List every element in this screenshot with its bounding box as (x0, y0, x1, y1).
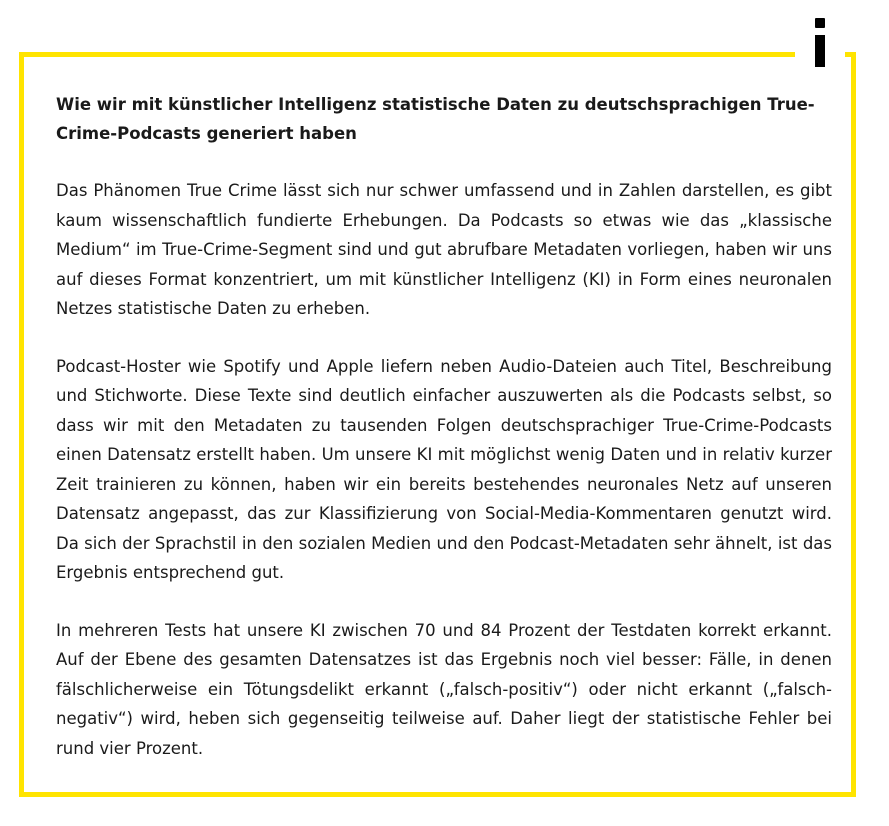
paragraph-method: Podcast-Hoster wie Spotify und Apple liefern neben Audio-Dateien auch Titel, Beschreibung und Stichworte. Diese Texte sind deutlich einfacher auszuwerten als die Podcasts selbst, so dass wir mit den Metadaten zu tausenden Folgen deutschsprachiger True-Crime-Podcasts einen Datensatz erstellt haben. Um unsere KI mit möglichst wenig Daten und in relativ kurzer Zeit trainieren zu können, haben wir ein bereits bestehendes neuronales Netz auf unseren Datensatz angepasst, das zur Klassifizierung von Social-Media-Kommentaren genutzt wird. Da sich der Sprachstil in den sozialen Medien und den Podcast-Metadaten sehr ähnelt, ist das Ergebnis entsprechend gut. (56, 356, 832, 582)
info-box-content (56, 90, 832, 791)
paragraph-intro: Das Phänomen True Crime lässt sich nur schwer umfassend und in Zahlen darstellen, es gibt kaum wissenschaftlich fundierte Erhebungen. Da Podcasts so etwas wie das „klassische Medium“ im True-Crime-Segment sind und gut abrufbare Metadaten vorliegen, haben wir uns auf dieses Format konzentriert, um mit künstlicher Intelligenz (KI) in Form eines neuronalen Netzes statistische Daten zu erheben. (56, 181, 832, 318)
info-icon (813, 18, 827, 66)
paragraph-results: In mehreren Tests hat unsere KI zwischen 70 und 84 Prozent der Testdaten korrekt erkannt. Auf der Ebene des gesamten Datensatzes ist das Ergebnis noch viel besser: Fälle, in denen fälschlicherweise ein Tötungsdelikt erkannt („falsch-positiv“) oder nicht erkannt („falsch-negativ“) wird, heben sich gegenseitig teilweise auf. Daher liegt der statistische Fehler bei rund vier Prozent. (56, 620, 832, 758)
info-icon-dot (815, 18, 825, 28)
info-icon-stem (815, 35, 825, 67)
info-box-title: Wie wir mit künstlicher Intelligenz statistische Daten zu deutschsprachigen True-Crime-Podcasts generiert haben (56, 95, 815, 143)
